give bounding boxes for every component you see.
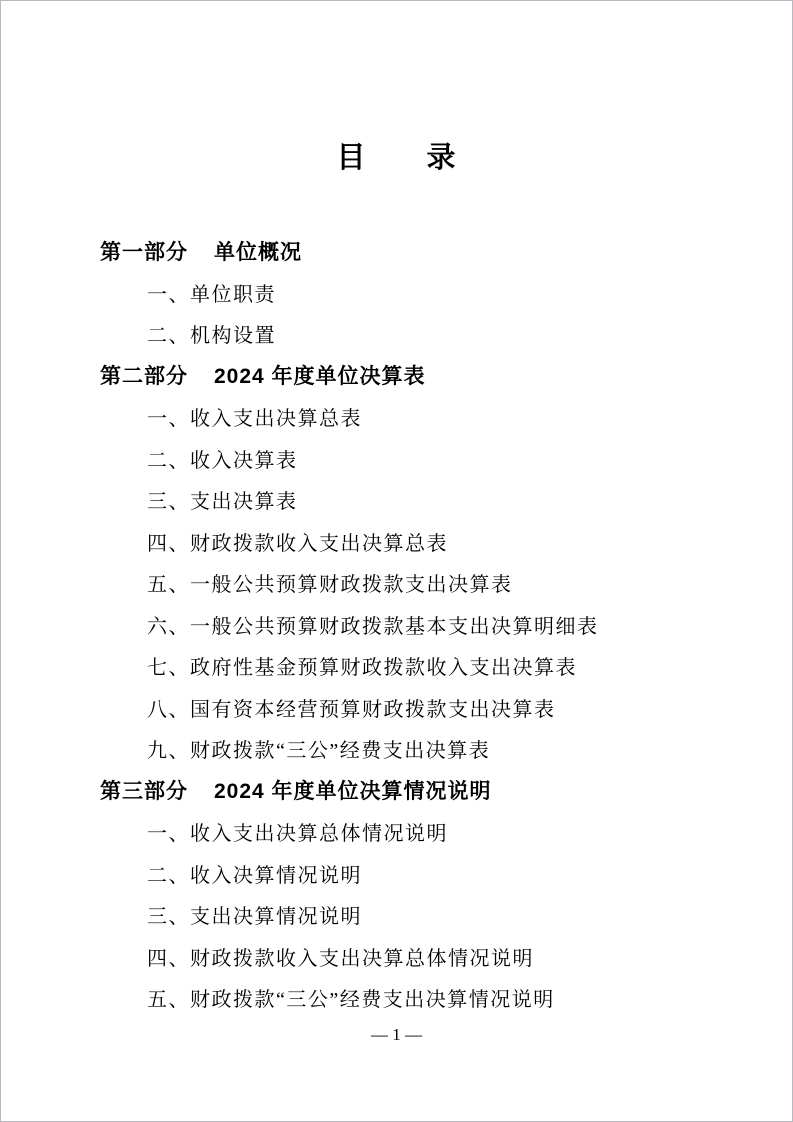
toc-item bbox=[0, 272, 793, 314]
toc-item bbox=[0, 645, 793, 687]
toc-item bbox=[0, 438, 793, 480]
toc-item-text: 八、国有资本经营预算财政拨款支出决算表 bbox=[147, 698, 556, 721]
page-title: 目 录 bbox=[336, 142, 457, 174]
toc-item bbox=[0, 977, 793, 1019]
toc-item bbox=[0, 687, 793, 729]
toc-item-text: 一、收入支出决算总体情况说明 bbox=[147, 823, 448, 846]
toc-item-text: 九、财政拨款“三公”经费支出决算表 bbox=[147, 740, 491, 763]
toc-item-text: 四、财政拨款收入支出决算总表 bbox=[147, 532, 448, 555]
toc-item-text: 一、单位职责 bbox=[147, 283, 276, 306]
toc-item bbox=[0, 479, 793, 521]
toc-item-text: 五、财政拨款“三公”经费支出决算情况说明 bbox=[147, 989, 555, 1012]
toc-item bbox=[0, 728, 793, 770]
toc-item bbox=[0, 396, 793, 438]
toc-item bbox=[0, 936, 793, 978]
toc-item bbox=[0, 604, 793, 646]
section-heading-part1 bbox=[0, 230, 793, 272]
part-label: 第三部分 bbox=[100, 780, 188, 804]
toc-item bbox=[0, 894, 793, 936]
toc-item bbox=[0, 313, 793, 355]
toc-item-text: 二、收入决算表 bbox=[147, 449, 298, 472]
part-label: 第二部分 bbox=[100, 365, 188, 389]
toc-body bbox=[0, 230, 793, 1019]
page-number: — 1 — bbox=[371, 1024, 422, 1044]
toc-item-text: 四、财政拨款收入支出决算总体情况说明 bbox=[147, 947, 534, 970]
toc-item bbox=[0, 521, 793, 563]
part-title: 2024 年度单位决算情况说明 bbox=[214, 780, 492, 804]
toc-item bbox=[0, 853, 793, 895]
toc-item bbox=[0, 811, 793, 853]
part-title: 单位概况 bbox=[214, 240, 302, 264]
toc-item-text: 一、收入支出决算总表 bbox=[147, 408, 362, 431]
section-heading-part2 bbox=[0, 355, 793, 397]
toc-item bbox=[0, 562, 793, 604]
toc-item-text: 六、一般公共预算财政拨款基本支出决算明细表 bbox=[147, 615, 599, 638]
toc-item-text: 五、一般公共预算财政拨款支出决算表 bbox=[147, 574, 513, 597]
toc-item-text: 二、收入决算情况说明 bbox=[147, 864, 362, 887]
part-title: 2024 年度单位决算表 bbox=[214, 365, 426, 389]
section-heading-part3 bbox=[0, 770, 793, 812]
toc-item-text: 三、支出决算情况说明 bbox=[147, 906, 362, 929]
toc-item-text: 七、政府性基金预算财政拨款收入支出决算表 bbox=[147, 657, 577, 680]
part-label: 第一部分 bbox=[100, 240, 188, 264]
toc-item-text: 二、机构设置 bbox=[147, 325, 276, 348]
toc-item-text: 三、支出决算表 bbox=[147, 491, 298, 514]
